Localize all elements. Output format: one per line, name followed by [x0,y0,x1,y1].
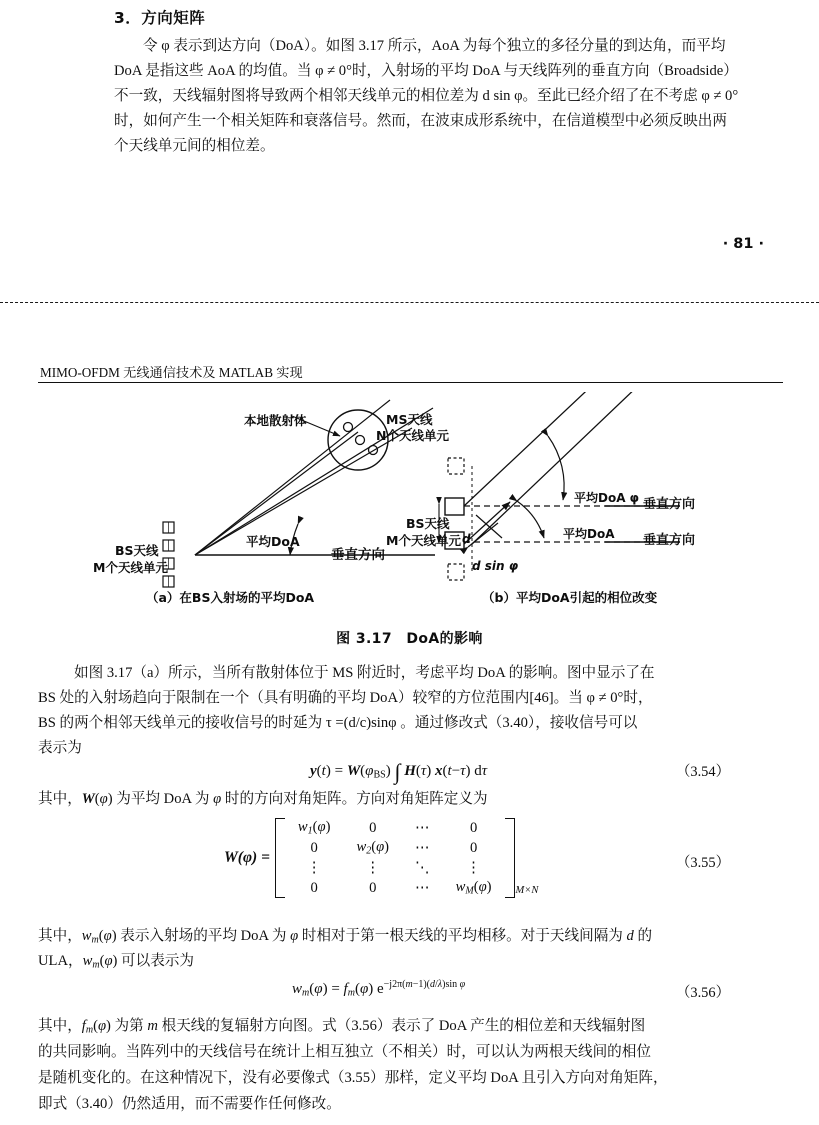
body-last-line-2: 的共同影响。当阵列中的天线信号在统计上相互独立（不相关）时，可以认为两根天线间的相位 [38,1044,651,1060]
label-broadside-b-bottom: 垂直方向 [643,533,696,548]
body-after-eq354: 其中，W(φ) 为平均 DoA 为 φ 时的方向对角矩阵。方向对角矩阵定义为 [38,791,488,807]
running-header: MIMO-OFDM 无线通信技术及 MATLAB 实现 [40,365,303,380]
body-last-line-4: 即式（3.40）仍然适用，而不需要作任何修改。 [38,1096,341,1112]
matrix-cell: ⋮ [466,860,481,876]
label-broadside-a: 垂直方向 [331,547,385,563]
matrix-cell: ⋯ [415,880,430,896]
matrix-lhs: W(φ) = [224,849,270,866]
label-bs-antenna-b-line2: M个天线单元 [386,533,461,548]
matrix-row [285,878,505,898]
label-avg-doa-a: 平均DoA [246,534,300,549]
matrix-row [285,858,505,878]
label-bs-antenna-a-line2: M个天线单元 [93,560,168,575]
figure-caption: 图 3.17 DoA的影响 [336,631,483,647]
label-bs-antenna-b-line1: BS天线 [406,516,450,531]
subcaption-a: （a）在BS入射场的平均DoA [146,590,315,605]
matrix-row [285,838,505,858]
matrix-cell: 0 [369,819,377,836]
label-avg-doa-phi-b: 平均DoA φ [574,491,640,505]
label-local-scatterers: 本地散射体 [244,413,307,428]
body-p1-line-3: BS 的两个相邻天线单元的接收信号的时延为 τ =(d/c)sinφ 。通过修改式（3.40），接收信号可以 [38,715,638,731]
equation-3-54: $y(t) = W(\varphi_{BS})$ ∫ H(τ) x(t−τ) dτ [310,759,488,784]
page-number: · 81 · [722,236,764,252]
equation-number-3-54: （3.54） [676,764,730,780]
top-paragraph-line-5: 个天线单元间的相位差。 [114,138,275,154]
matrix-cell: $w_1(\varphi)$ [297,819,331,837]
matrix-body [285,818,505,898]
label-avg-doa-b: 平均DoA [563,527,615,541]
body-p1-line-2: BS 处的入射场趋向于限制在一个（具有明确的平均 DoA）较窄的方位范围内[46]。当 φ ≠ 0°时， [38,690,653,706]
label-path-difference: d sin φ [472,559,519,573]
matrix-cell: 0 [469,819,478,836]
body-p1-line-1: 如图 3.17（a）所示，当所有散射体位于 MS 附近时，考虑平均 DoA 的影响。图中显示了在 [74,665,655,681]
matrix-cell: ⋮ [306,860,322,876]
matrix-cell: ⋯ [415,840,430,856]
page-separator-dashed-line [0,302,819,303]
matrix-dimension-subscript: M×N [515,885,539,896]
body-last-line-1: 其中，$f_m(\varphi)$ 为第 m 根天线的复辐射方向图。式（3.56）表示了 DoA 产生的相位差和天线辐射图 [38,1018,646,1036]
top-paragraph-line-4: 时，如何产生一个相关矩阵和衰落信号。然而，在波束成形系统中，在信道模型中必须反映出两 [114,113,727,129]
matrix-cell: ⋮ [365,860,381,876]
label-bs-antenna-a-line1: BS天线 [115,543,159,558]
equation-3-56: $w_m(\varphi) = f_m(\varphi)$ $e^{-j2\pi(m-1)(d/\lambda)sin \varphi}$ [292,979,466,999]
body-after-eq355-line-2: ULA，$w_m(\varphi)$ 可以表示为 [38,953,194,971]
matrix-cell: 0 [369,879,377,896]
matrix-cell: $w_2(\varphi)$ [356,839,390,857]
matrix-left-bracket [275,818,285,898]
body-p1-line-4: 表示为 [38,740,82,756]
header-rule [38,382,783,383]
matrix-row [285,818,505,838]
top-paragraph-line-2: DoA 是指这些 AoA 的均值。当 φ ≠ 0°时，入射场的平均 DoA 与天线阵列的垂直方向（Broadside） [114,63,738,79]
matrix-right-bracket [505,818,515,898]
top-paragraph-line-1: 令 φ 表示到达方向（DoA）。如图 3.17 所示，AoA 为每个独立的多径分量的到达角，而平均 [143,38,726,54]
equation-number-3-56: （3.56） [676,985,730,1001]
equation-number-3-55: （3.55） [676,855,730,871]
body-last-line-3: 是随机变化的。在这种情况下，没有必要像式（3.55）那样，定义平均 DoA 且引入方向对角矩阵， [38,1070,668,1086]
matrix-cell: 0 [310,839,318,856]
top-paragraph-line-3: 不一致，天线辐射图将导致两个相邻天线单元的相位差为 d sin φ。至此已经介绍了在不考虑 φ ≠ 0° [114,88,739,104]
label-ms-antenna-line2: N个天线单元 [376,428,449,443]
matrix-cell: ⋱ [415,860,430,876]
matrix-cell: 0 [310,879,318,896]
matrix-cell: ⋯ [415,820,430,836]
label-ms-antenna-line1: MS天线 [386,412,433,427]
label-spacing-d: d [462,532,471,546]
subfigure-b-drawing [439,392,680,580]
section-heading: 3．方向矩阵 [114,9,206,27]
matrix-cell: $w_M(\varphi)$ [455,879,492,897]
body-after-eq355-line-1: 其中，$w_m(\varphi)$ 表示入射场的平均 DoA 为 φ 时相对于第一根天线的平均相移。对于天线间隔为 d 的 [38,928,653,946]
subcaption-b: （b）平均DoA引起的相位改变 [482,590,658,605]
label-broadside-b-top: 垂直方向 [643,497,696,512]
equation-3-55-matrix [224,818,538,898]
matrix-cell: 0 [469,839,478,856]
